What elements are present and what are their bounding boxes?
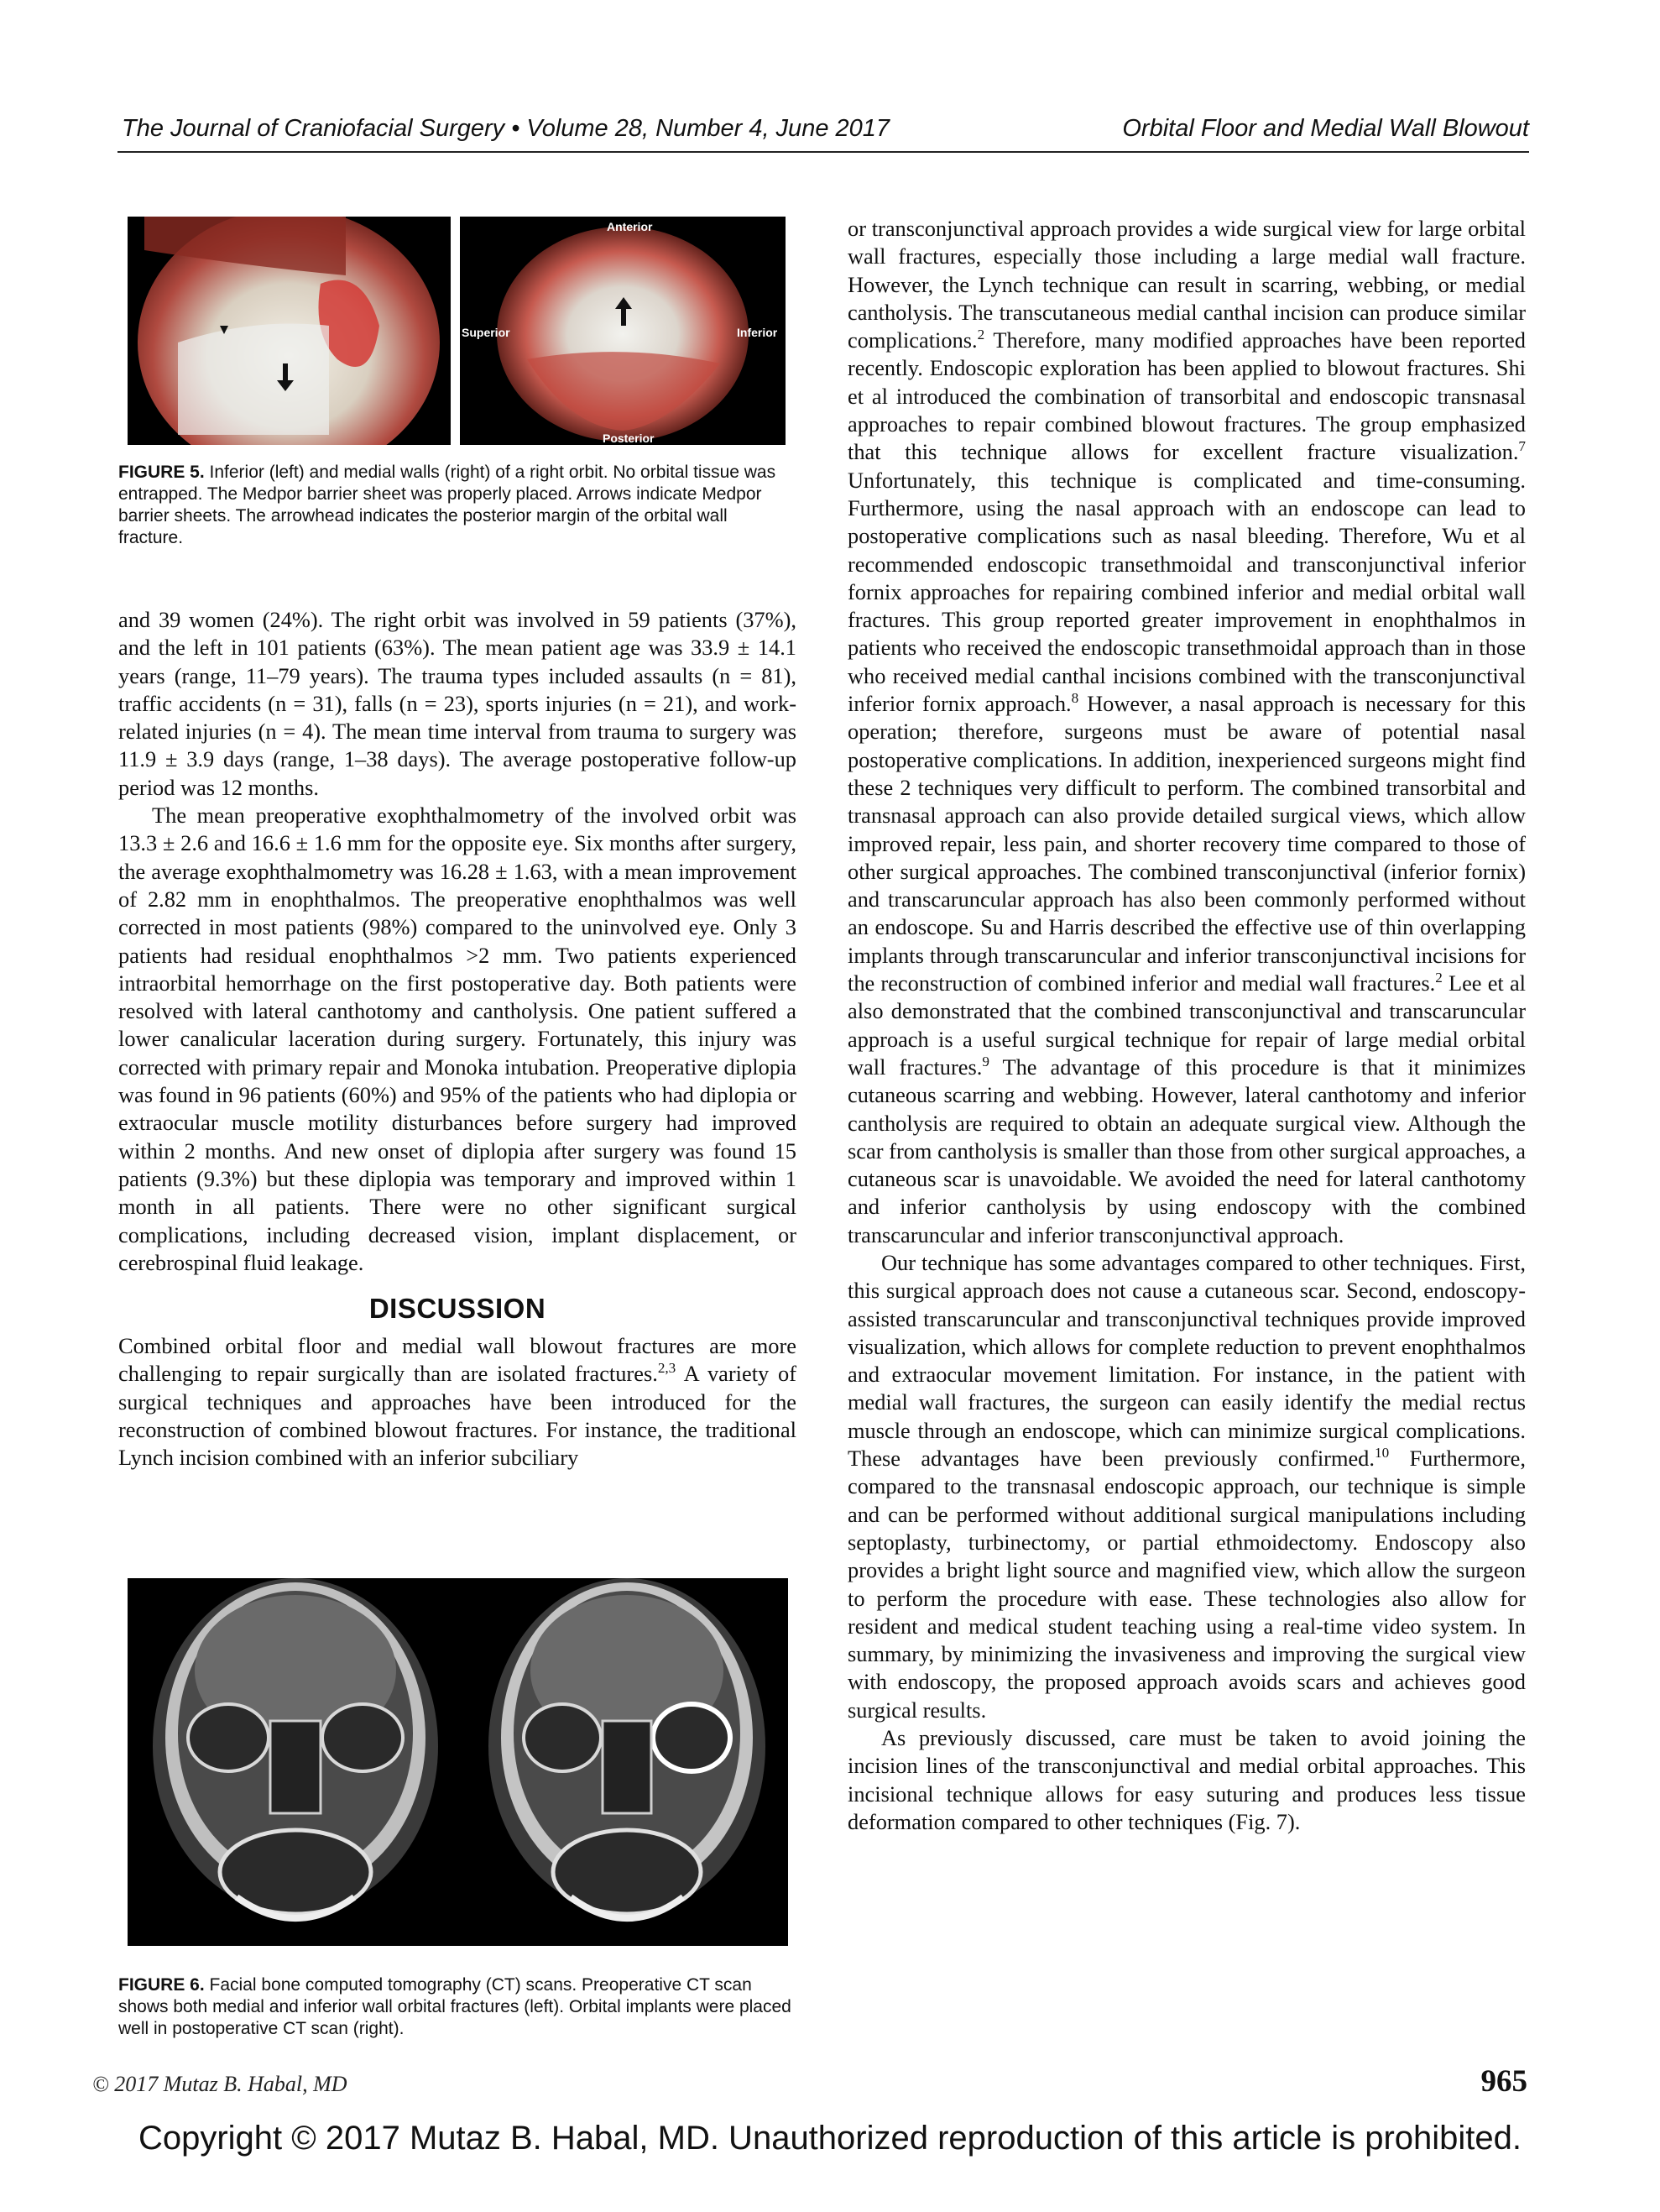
citation: 8 — [1071, 690, 1079, 707]
paragraph-text: Combined orbital floor and medial wall blowout fractures are more challenging to repair surgically than are isolated fractures. — [118, 1333, 796, 1387]
paragraph-text: Furthermore, compared to the transnasal endoscopic approach, our technique is simple and can be performed without additional surgical manipulations including septoplasty, turbinectomy, or partial ethmoidectomy. Endoscopy also provides a bright light source and magnified view, which allow the surgeon to perform the procedure with ease. These technologies also allow for resident and medical student teaching using a real-time video system. In summary, by minimizing the invasiveness and improving the surgical view with endoscopy, the proposed approach avoids scars and achieves good surgical results. — [848, 1446, 1526, 1723]
figure5-left-image — [128, 217, 451, 445]
paragraph-text: However, a nasal approach is necessary for this operation; therefore, surgeons must be aware of potential nasal postoperative complications. In addition, inexperienced surgeons might find these 2 techniques very difficult to perform. The combined transorbital and transnasal approach can also provide detailed surgical views, which allow improved repair, less pain, and shorter recovery time compared to those of other surgical approaches. The combined transconjunctival (inferior fornix) and transcaruncular approach has also been commonly performed without an endoscope. Su and Harris described the effective use of thin overlapping implants through transcaruncular and inferior transconjunctival incisions for the reconstruction of combined inferior and medial wall fractures. — [848, 691, 1526, 996]
label-superior: Superior — [462, 326, 510, 339]
paragraph-text: Therefore, many modified approaches have been reported recently. Endoscopic exploration has been applied to blowout fractures. Shi et al introduced the combination of transorbital and endoscopic transnasal approaches to repair combined blowout fractures. The group emphasized that this technique allows for excellent fracture visualization. — [848, 327, 1526, 465]
citation: 10 — [1374, 1445, 1390, 1462]
figure5-caption-text: Inferior (left) and medial walls (right) of a right orbit. No orbital tissue was entrapped. The Medpor barrier sheet was properly placed. Arrows indicate Medpor barrier sheets. The arrowhead indicates the posterior margin of the orbital wall fracture. — [118, 463, 776, 547]
paragraph-text: or transconjunctival approach provides a wide surgical view for large orbital wall fractures, especially those including a large medial wall fracture. However, the Lynch technique can result in scarring, webbing, or medial cantholysis. The transcutaneous medial canthal incision can produce similar complications. — [848, 216, 1526, 353]
figure5-caption-label: FIGURE 5. — [118, 463, 205, 482]
paragraph — [848, 215, 1526, 1249]
label-anterior: Anterior — [607, 220, 653, 233]
label-inferior: Inferior — [737, 326, 778, 339]
header-rule — [117, 151, 1529, 153]
footer-copyright: © 2017 Mutaz B. Habal, MD — [92, 2072, 347, 2096]
citation: 7 — [1518, 438, 1526, 455]
paragraph — [118, 1332, 796, 1472]
paragraph — [848, 1249, 1526, 1724]
running-title: Orbital Floor and Medial Wall Blowout — [1122, 115, 1529, 142]
citation: 2 — [1435, 970, 1443, 986]
figure5-caption — [118, 462, 796, 549]
copyright-banner: Copyright © 2017 Mutaz B. Habal, MD. Unauthorized reproduction of this article is prohibited. — [138, 2120, 1522, 2157]
citation: 2,3 — [657, 1360, 676, 1377]
figure6-left-ct-image — [128, 1578, 463, 1946]
figure5-right-image — [460, 217, 786, 445]
figure6-caption-label: FIGURE 6. — [118, 1975, 205, 1995]
paragraph: and 39 women (24%). The right orbit was involved in 59 patients (37%), and the left in 101 patients (63%). The mean patient age was 33.9 ± 14.1 years (range, 11–79 years). The trauma types included assaults (n = 81), traffic accidents (n = 31), falls (n = 23), sports injuries (n = 21), and work-related injuries (n = 4). The mean time interval from trauma to surgery was 11.9 ± 3.9 days (range, 1–38 days). The average postoperative follow-up period was 12 months. — [118, 607, 796, 800]
paragraph-text: A variety of surgical techniques and approaches have been introduced for the reconstruction of combined blowout fractures. For instance, the traditional Lynch incision combined with an inferior subciliary — [118, 1361, 796, 1471]
left-column — [118, 606, 796, 1472]
paragraph: The mean preoperative exophthalmometry of the involved orbit was 13.3 ± 2.6 and 16.6 ± 1.6 mm for the opposite eye. Six months after surgery, the average exophthalmometry was 16.28 ± 1.63, with a mean improvement of 2.82 mm in enophthalmos. The preoperative enophthalmos was well corrected in most patients (98%) compared to the uninvolved eye. Only 3 patients had residual enophthalmos >2 mm. Two patients experienced intraorbital hemorrhage on the first postoperative day. Both patients were resolved with lateral canthotomy and cantholysis. One patient suffered a lower canalicular laceration during surgery. Fortunately, this injury was corrected with primary repair and Monoka intubation. Preoperative diplopia was found in 96 patients (60%) and 95% of the patients who had diplopia or extraocular muscle motility disturbances before surgery had improved within 2 months. And new onset of diplopia after surgery was found 15 patients (9.3%) but these diplopia was temporary and improved within 1 month in all patients. There were no other significant surgical complications, including decreased vision, implant displacement, or cerebrospinal fluid leakage. — [118, 803, 796, 1275]
paragraph-text: Our technique has some advantages compared to other techniques. First, this surgical approach does not cause a cutaneous scar. Second, endoscopy-assisted transcaruncular and transconjunctival techniques provide improved visualization, which allows for complete reduction to prevent enophthalmos and extraocular movement limitation. For instance, in the patient with medial wall fractures, the surgeon can easily identify the medial rectus muscle through an endoscope, which can minimize surgical complications. These advantages have been previously confirmed. — [848, 1249, 1526, 1472]
page-number: 965 — [1480, 2064, 1527, 2099]
paragraph-text: Unfortunately, this technique is complicated and time-consuming. Furthermore, using the nasal approach with an endoscope can lead to postoperative complications such as nasal bleeding. Therefore, Wu et al recommended endoscopic transethmoidal and transconjunctival inferior fornix approaches for repairing combined inferior and medial orbital wall fractures. This group reported greater improvement in enophthalmos in patients who received the endoscopic transethmoidal approach than in those who received medial canthal incisions combined with the transconjunctival inferior fornix approach. — [848, 467, 1526, 717]
section-heading-discussion: DISCUSSION — [368, 1293, 546, 1325]
label-posterior: Posterior — [603, 431, 655, 445]
citation: 9 — [982, 1054, 989, 1070]
paragraph-text: The advantage of this procedure is that it minimizes cutaneous scarring and webbing. However, lateral canthotomy and inferior cantholysis are required to obtain an adequate surgical view. Although the scar from cantholysis is smaller than those from other surgical approaches, a cutaneous scar is unavoidable. We avoided the need for lateral canthotomy and inferior cantholysis by using endoscopy with the combined transcaruncular and inferior transconjunctival approach. — [848, 1054, 1526, 1247]
figure6-right-ct-image — [463, 1578, 788, 1946]
figure6-caption-text: Facial bone computed tomography (CT) scans. Preoperative CT scan shows both medial and inferior wall orbital fractures (left). Orbital implants were placed well in postoperative CT scan (right). — [118, 1975, 791, 2038]
citation: 2 — [977, 327, 985, 343]
paragraph: As previously discussed, care must be taken to avoid joining the incision lines of the transconjunctival and medial orbital approaches. This incisional technique allows for easy suturing and produces less tissue deformation compared to other techniques (Fig. 7). — [848, 1725, 1526, 1834]
right-column — [848, 215, 1526, 1836]
journal-header: The Journal of Craniofacial Surgery • Volume 28, Number 4, June 2017 — [122, 115, 890, 142]
paragraph-text: Lee et al also demonstrated that the combined transconjunctival and transcaruncular approach is a useful surgical technique for repair of large medial orbital wall fractures. — [848, 970, 1527, 1080]
figure6-caption — [118, 1974, 796, 2040]
